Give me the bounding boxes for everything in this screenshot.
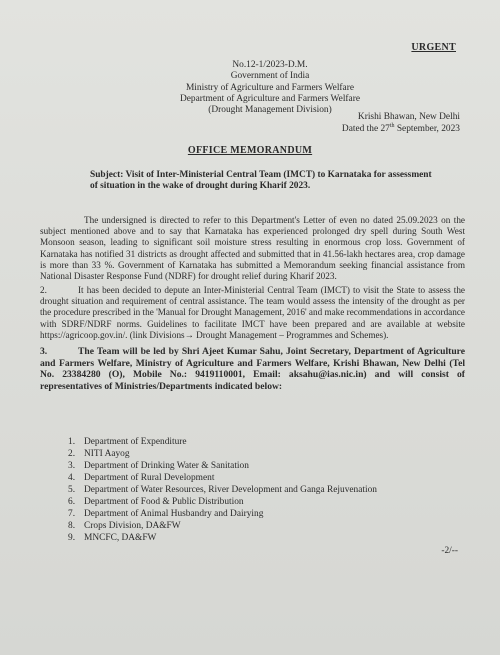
list-item: 1. Department of Expenditure: [68, 437, 187, 447]
date: Dated the 27th September, 2023: [341, 123, 460, 135]
page-number: -2/--: [441, 546, 458, 556]
division-name: (Drought Management Division): [208, 105, 332, 116]
ministry-name: Ministry of Agriculture and Farmers Welfare: [185, 82, 355, 93]
department-name: Department of Agriculture and Farmers Welfare: [180, 93, 360, 104]
paragraph-number: 3.: [40, 346, 48, 357]
paragraph-2: [40, 285, 465, 341]
memo-title: OFFICE MEMORANDUM: [187, 145, 313, 156]
paragraph-number: 2.: [40, 285, 47, 295]
urgent-label: URGENT: [411, 42, 456, 53]
letterhead: [150, 60, 390, 116]
list-item: 7. Department of Animal Husbandry and Dairying: [68, 509, 264, 520]
list-item: 4. Department of Rural Development: [68, 473, 215, 484]
paragraph-2-text: It has been decided to depute an Inter-Ministerial Central Team (IMCT) to visit the State to assess the drought situation and requirement of central assistance. The team would assess the intensity of the drought as per the procedure prescribed in the 'Manual for Drought Management, 2016' and make recommendations in accordance with SDRF/NDRF norms. Guidelines to facilitate IMCT have been prepared and are available at website https://agricoop.gov.in/. (link Divisions→ Drought Management – Programmes and Schemes).: [40, 285, 466, 340]
list-item: 9. MNCFC, DA&FW: [68, 533, 157, 544]
list-item: 6. Department of Food & Public Distribution: [68, 497, 244, 508]
reference-number: No.12-1/2023-D.M.: [232, 60, 308, 70]
list-item: 3. Department of Drinking Water & Sanitation: [68, 461, 249, 472]
department-list: [68, 436, 468, 544]
list-item: 8. Crops Division, DA&FW: [68, 521, 181, 532]
location: Krishi Bhawan, New Delhi: [357, 112, 460, 122]
paragraph-3-text: The Team will be led by Shri Ajeet Kumar Sahu, Joint Secretary, Department of Agriculture and Farmers Welfare, Ministry of Agriculture and Farmers Welfare, Krishi Bhawan, New Delhi (Tel No. 23384280 (O), Mobile No.: 9419110001, Email: aksahu@ias.nic.in) and will consist of representatives of Ministries/Departments indicated below:: [40, 346, 465, 393]
paragraph-1: The undersigned is directed to refer to this Department's Letter of even no dated 25.09.2023 on the subject mentioned above and to say that Karnataka has experienced prolonged dry spell during South West Monsoon season, leading to significant soil moisture stress resulting in enormous crop loss. Government of Karnataka has notified 31 districts as drought affected and submitted that in 41.56-lakh hectares area, crop damage is more than 33 %. Government of Karnataka has submitted a Memorandum seeking financial assistance from National Disaster Response Fund (NDRF) for drought relief during Kharif 2023.: [40, 215, 465, 282]
paragraph-3: [40, 346, 465, 393]
government-name: Government of India: [230, 71, 310, 82]
subject-line: Subject: Visit of Inter-Ministerial Central Team (IMCT) to Karnataka for assessment of situation in the wake of drought during Kharif 2023.: [90, 170, 432, 192]
place-and-date: [342, 112, 460, 136]
list-item: 5. Department of Water Resources, River Development and Ganga Rejuvenation: [68, 485, 377, 496]
list-item: 2. NITI Aayog: [68, 449, 130, 460]
